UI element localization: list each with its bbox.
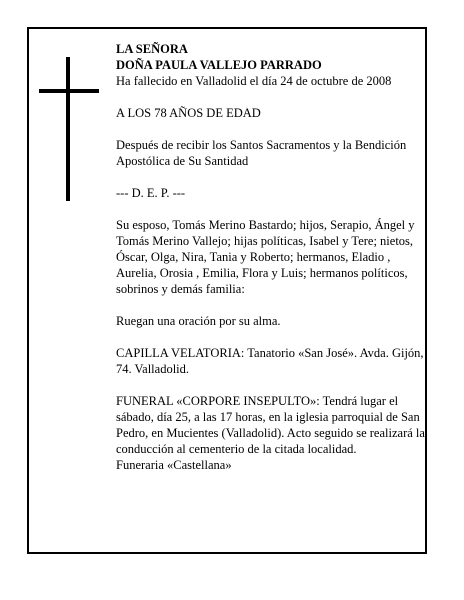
funeral-paragraph: FUNERAL «CORPORE INSEPULTO»: Tendrá lugar el sábado, día 25, a las 17 horas, en la iglesia parroquial de San Pedro, en Mucientes (Valladolid). Acto seguido se realizará la conducción al cementerio de la citada localidad. [116,394,425,456]
cross-horizontal-bar [39,89,99,93]
deceased-name: DOÑA PAULA VALLEJO PARRADO [116,58,322,72]
obituary-text [116,41,428,473]
title-la-senora: LA SEÑORA [116,42,188,56]
death-notice: Ha fallecido en Valladolid el día 24 de octubre de 2008 [116,74,392,88]
funeral-home-line: Funeraria «Castellana» [116,458,232,472]
cross-icon [39,57,99,201]
rip-line: --- D. E. P. --- [116,186,186,200]
cross-vertical-bar [66,57,70,201]
family-paragraph: Su esposo, Tomás Merino Bastardo; hijos, Serapio, Ángel y Tomás Merino Vallejo; hijas políticas, Isabel y Tere; nietos, Óscar, Olga, Nira, Tania y Roberto; hermanos, Eladio , Aurelia, Orosia , Emilia, Flora y Luis; hermanos políticos, sobrinos y demás familia: [116,218,415,296]
prayer-line: Ruegan una oración por su alma. [116,314,281,328]
obituary-card [27,27,427,554]
sacraments-paragraph: Después de recibir los Santos Sacramentos y la Bendición Apostólica de Su Santidad [116,138,407,168]
age-line: A LOS 78 AÑOS DE EDAD [116,106,261,120]
chapel-paragraph: CAPILLA VELATORIA: Tanatorio «San José». Avda. Gijón, 74. Valladolid. [116,346,424,376]
